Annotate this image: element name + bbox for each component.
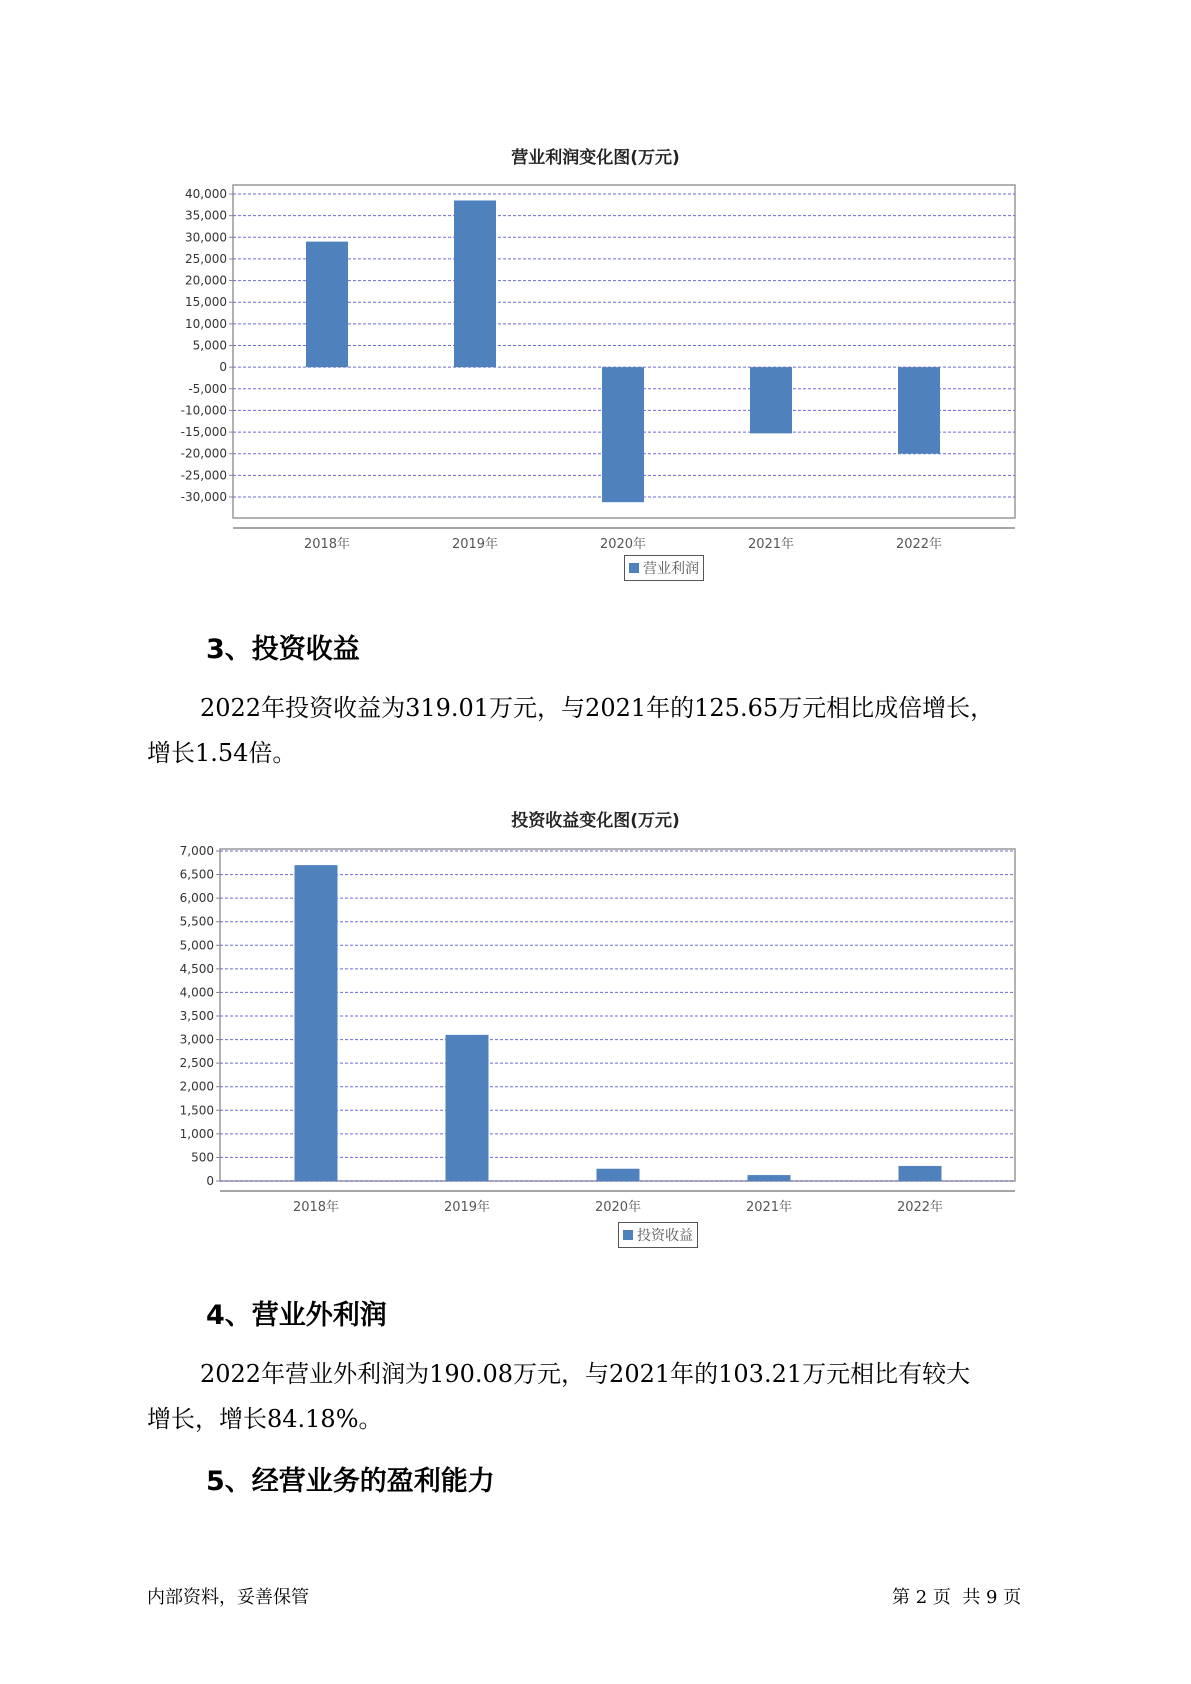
y-tick-label: 10,000	[185, 316, 227, 331]
paragraph-non-operating-profit	[147, 1352, 1047, 1442]
section-heading-business-profitability: 5、经营业务的盈利能力	[206, 1466, 495, 1497]
y-tick-label: 2,000	[179, 1079, 214, 1094]
bar-2022年	[899, 1166, 942, 1181]
section-heading-investment-income: 3、投资收益	[206, 634, 360, 665]
x-tick-label: 2022年	[895, 537, 943, 552]
section-heading-non-operating-profit: 4、营业外利润	[206, 1300, 387, 1331]
y-tick-label: 5,500	[179, 914, 214, 929]
y-tick-label: 0	[206, 1174, 214, 1188]
legend-investment-income	[618, 1222, 698, 1248]
y-tick-label: 7,000	[179, 844, 214, 858]
y-tick-label: 15,000	[185, 295, 227, 310]
footer-page-number: 第 2 页 共 9 页	[892, 1587, 1022, 1608]
y-tick-label: 4,000	[179, 985, 214, 1000]
operating-profit-chart	[0, 170, 1191, 590]
legend-label: 投资收益	[637, 1228, 693, 1244]
y-tick-label: 35,000	[185, 208, 227, 223]
y-tick-label: 1,500	[179, 1103, 214, 1118]
y-tick-label: 40,000	[185, 187, 227, 201]
bar-2020年	[602, 367, 644, 502]
y-tick-label: -30,000	[180, 490, 227, 504]
y-tick-label: -25,000	[180, 468, 227, 483]
y-tick-label: 0	[219, 360, 227, 375]
investment-income-chart	[0, 834, 1191, 1254]
y-tick-label: 5,000	[179, 938, 214, 953]
legend-swatch	[623, 1230, 633, 1240]
bar-2019年	[446, 1035, 489, 1181]
x-tick-label: 2022年	[896, 1200, 944, 1215]
bar-2018年	[306, 242, 348, 368]
legend-label: 营业利润	[643, 561, 699, 577]
y-tick-label: 5,000	[192, 338, 227, 353]
y-tick-label: 4,500	[179, 961, 214, 976]
y-tick-label: -10,000	[180, 403, 227, 418]
bar-2021年	[750, 367, 792, 433]
y-tick-label: 2,500	[179, 1056, 214, 1071]
paragraph-line: 增长1.54倍。	[147, 739, 297, 767]
paragraph-line: 2022年营业外利润为190.08万元，与2021年的103.21万元相比有较大	[200, 1360, 971, 1388]
bar-2020年	[597, 1169, 640, 1181]
y-tick-label: -20,000	[180, 446, 227, 461]
paragraph-line: 2022年投资收益为319.01万元，与2021年的125.65万元相比成倍增长，	[200, 694, 995, 722]
y-tick-label: 6,000	[179, 891, 214, 906]
y-tick-label: 6,500	[179, 867, 214, 882]
paragraph-investment-income	[147, 686, 1047, 776]
paragraph-line: 增长，增长84.18%。	[147, 1405, 383, 1433]
y-tick-label: 3,000	[179, 1032, 214, 1047]
legend-operating-profit	[624, 555, 704, 581]
bar-2019年	[454, 200, 496, 367]
x-tick-label: 2019年	[443, 1200, 491, 1215]
x-tick-label: 2020年	[599, 537, 647, 552]
y-tick-label: -15,000	[180, 425, 227, 440]
x-tick-label: 2021年	[745, 1200, 793, 1215]
y-tick-label: 30,000	[185, 230, 227, 245]
y-tick-label: 3,500	[179, 1009, 214, 1023]
bar-2018年	[295, 865, 338, 1181]
x-tick-label: 2018年	[292, 1200, 340, 1215]
x-tick-label: 2019年	[451, 537, 499, 552]
footer-confidential-note: 内部资料，妥善保管	[147, 1587, 309, 1608]
bar-2022年	[898, 367, 940, 454]
chart-title-operating-profit: 营业利润变化图(万元)	[511, 148, 680, 168]
y-tick-label: 25,000	[185, 251, 227, 266]
plot-frame	[220, 849, 1015, 1181]
x-tick-label: 2020年	[594, 1200, 642, 1215]
y-tick-label: -5,000	[188, 381, 227, 396]
y-tick-label: 500	[191, 1150, 214, 1165]
chart-title-investment-income: 投资收益变化图(万元)	[511, 811, 680, 831]
legend-swatch	[629, 563, 639, 573]
bar-2021年	[748, 1175, 791, 1181]
y-tick-label: 1,000	[179, 1126, 214, 1141]
x-tick-label: 2018年	[303, 537, 351, 552]
y-tick-label: 20,000	[185, 273, 227, 288]
x-tick-label: 2021年	[747, 537, 795, 552]
